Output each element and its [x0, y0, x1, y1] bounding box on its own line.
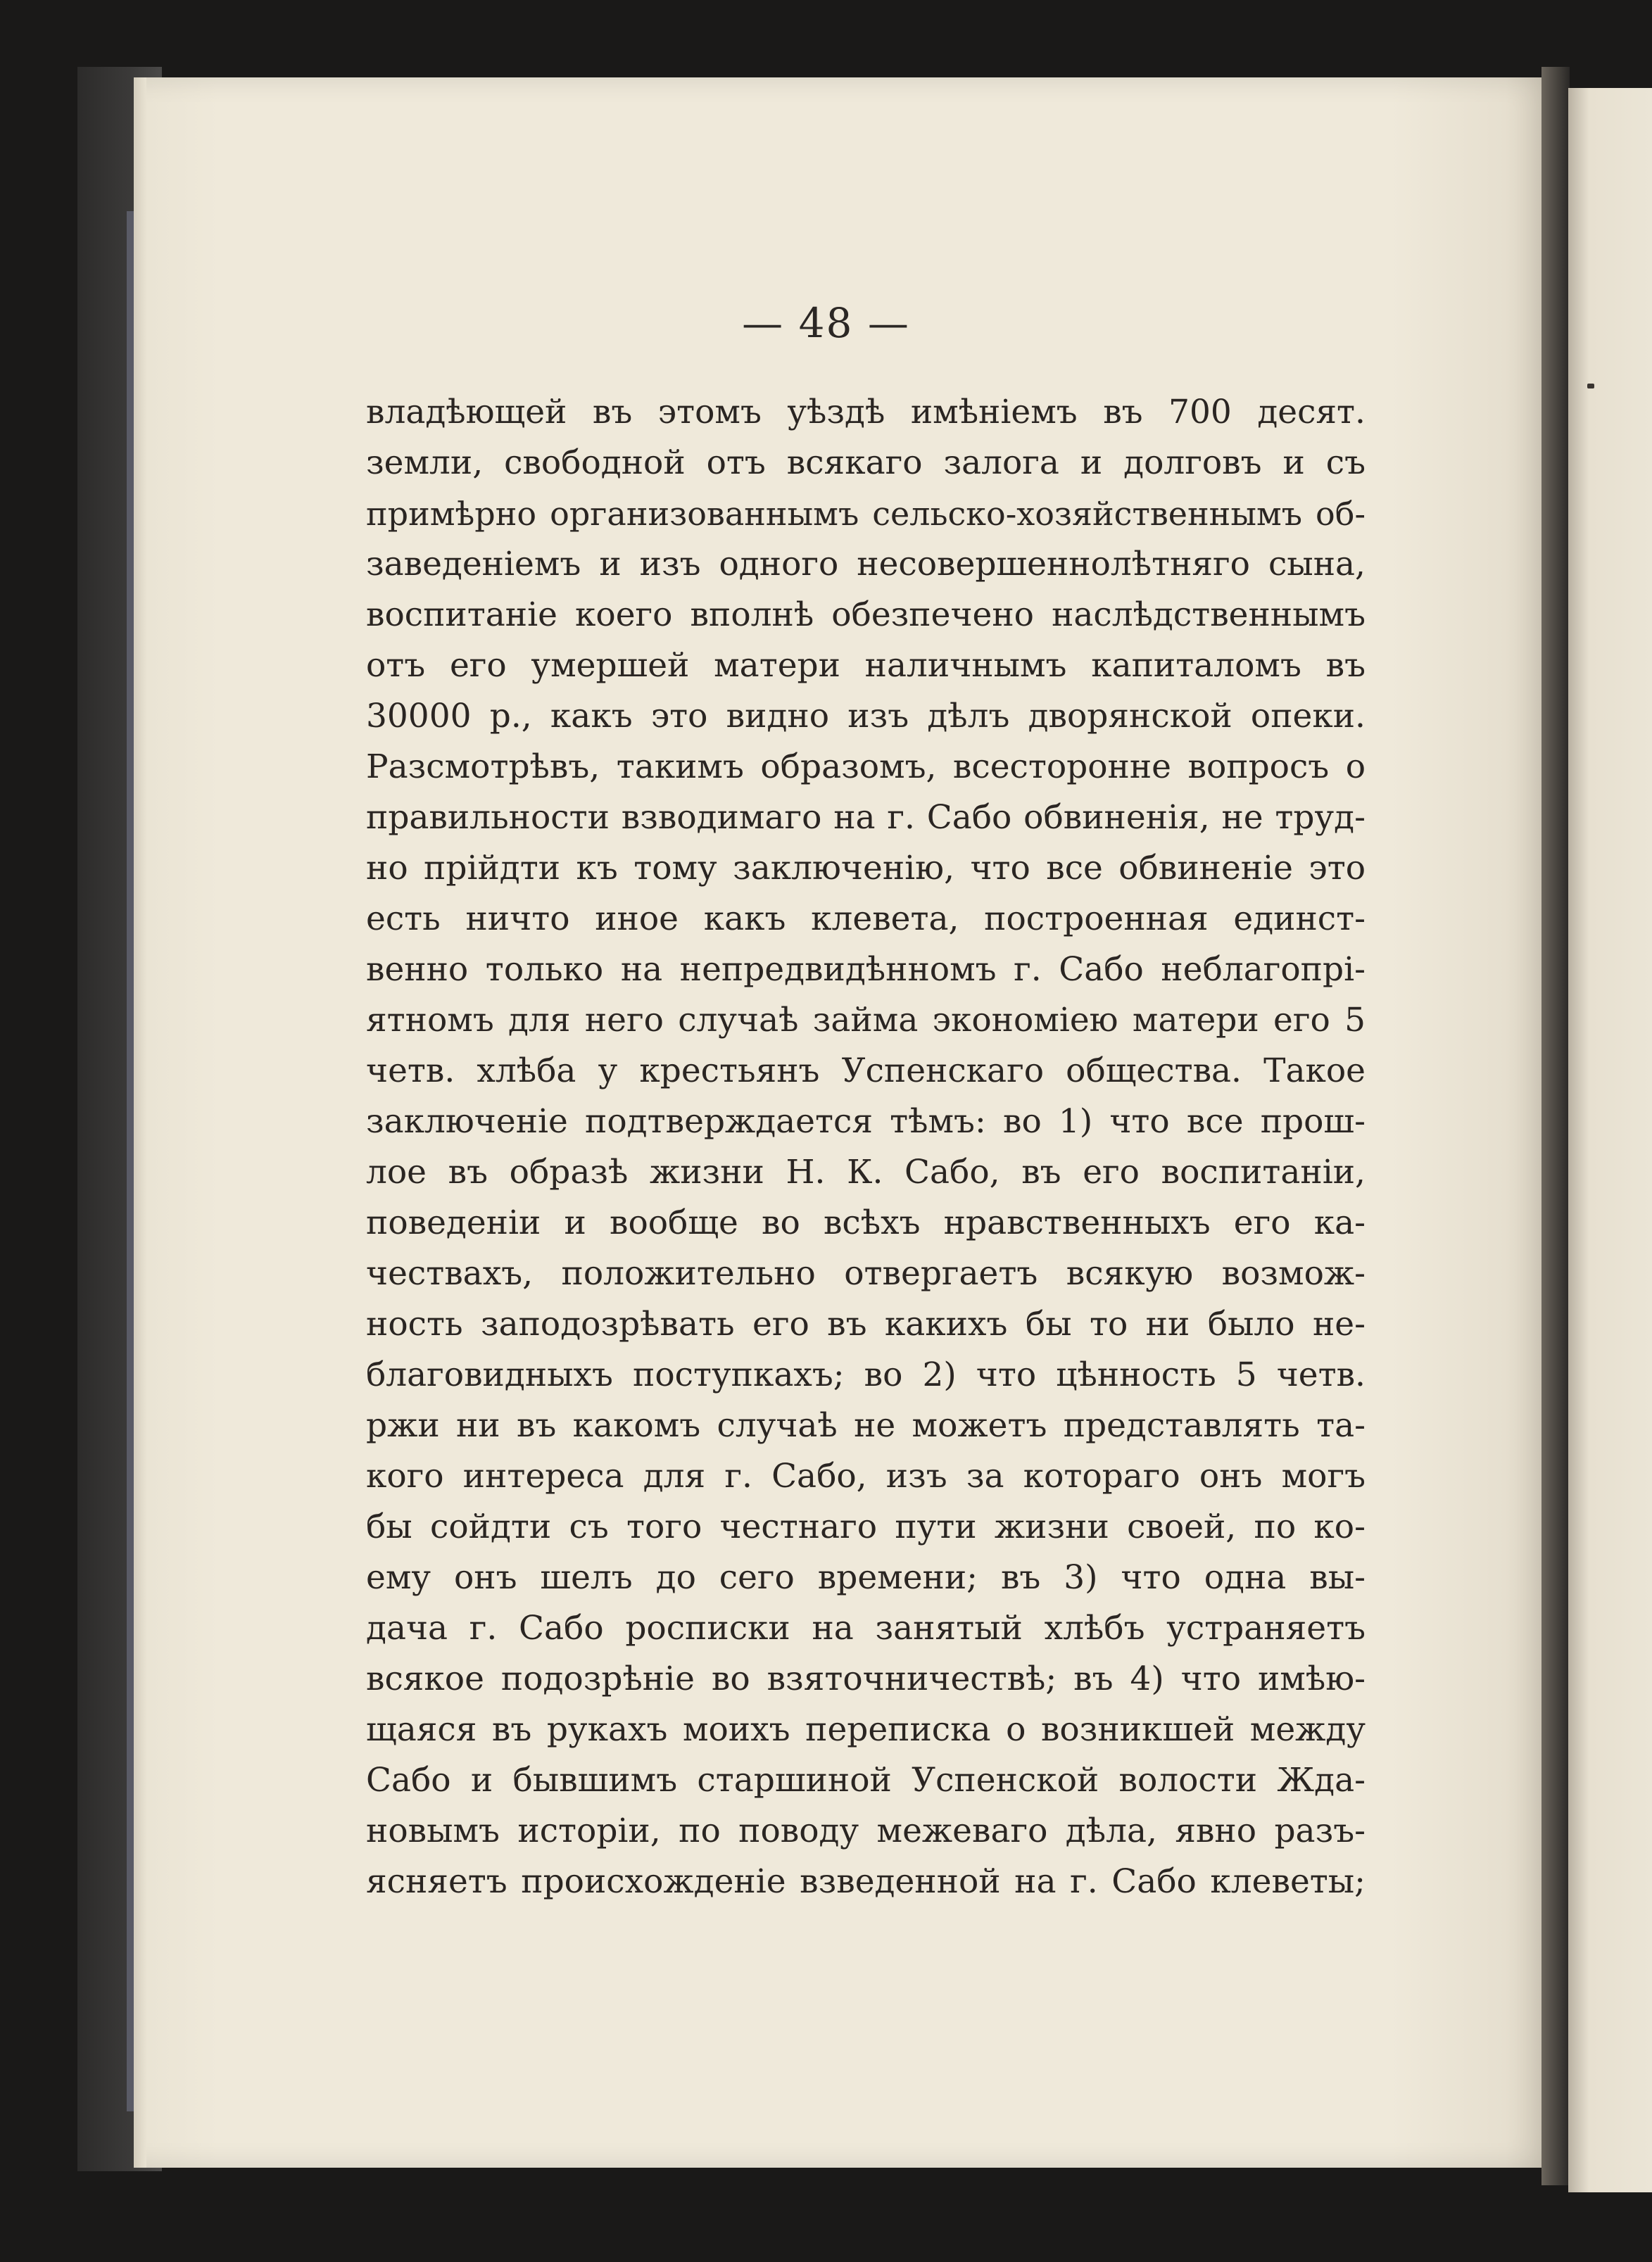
- text-line: земли, свободной отъ всякаго залога и долговъ и съ: [366, 443, 1366, 482]
- text-line: бы сойдти съ того честнаго пути жизни своей, по ко-: [366, 1508, 1366, 1546]
- text-line: Сабо и бывшимъ старшиной Успенской волости Жда-: [366, 1761, 1366, 1800]
- text-line: поведеніи и вообще во всѣхъ нравственныхъ его ка-: [366, 1203, 1366, 1242]
- text-line: правильности взводимаго на г. Сабо обвиненія, не труд-: [366, 798, 1366, 837]
- text-line: воспитаніе коего вполнѣ обезпечено наслѣдственнымъ: [366, 595, 1366, 634]
- text-line: 30000 р., какъ это видно изъ дѣлъ дворянской опеки.: [366, 697, 1366, 735]
- text-line: четв. хлѣба у крестьянъ Успенскаго общества. Такое: [366, 1051, 1366, 1090]
- page-edge: [134, 77, 146, 2168]
- text-line: ность заподозрѣвать его въ какихъ бы то ни было не-: [366, 1305, 1366, 1344]
- text-line: заведеніемъ и изъ одного несовершеннолѣтняго сына,: [366, 545, 1366, 583]
- text-line: дача г. Сабо росписки на занятый хлѣбъ устраняетъ: [366, 1609, 1366, 1648]
- text-line: благовидныхъ поступкахъ; во 2) что цѣнность 5 четв.: [366, 1356, 1366, 1394]
- text-line: есть ничто иное какъ клевета, построенная единст-: [366, 899, 1366, 938]
- text-line: кого интереса для г. Сабо, изъ за котораго онъ могъ: [366, 1457, 1366, 1496]
- text-line: отъ его умершей матери наличнымъ капиталомъ въ: [366, 646, 1366, 685]
- text-line: чествахъ, положительно отвергаетъ всякую возмож-: [366, 1254, 1366, 1293]
- text-line: лое въ образѣ жизни Н. К. Сабо, въ его воспитаніи,: [366, 1153, 1366, 1192]
- ink-mark: [1587, 384, 1594, 388]
- text-line: ржи ни въ какомъ случаѣ не можетъ представлять та-: [366, 1406, 1366, 1445]
- book-gutter: [1541, 67, 1570, 2185]
- text-line: ему онъ шелъ до сего времени; въ 3) что одна вы-: [366, 1558, 1366, 1597]
- next-page-edge: [1568, 88, 1652, 2192]
- page-number: — 48 —: [742, 299, 910, 347]
- text-line: заключеніе подтверждается тѣмъ: во 1) что все прош-: [366, 1102, 1366, 1141]
- text-line: щаяся въ рукахъ моихъ переписка о возникшей между: [366, 1710, 1366, 1749]
- text-line: ятномъ для него случаѣ займа экономіею матери его 5: [366, 1001, 1366, 1040]
- body-text: [366, 387, 1366, 1907]
- text-line: новымъ исторіи, по поводу межеваго дѣла, явно разъ-: [366, 1812, 1366, 1850]
- text-line: Разсмотрѣвъ, такимъ образомъ, всесторонне вопросъ о: [366, 747, 1366, 786]
- text-line: венно только на непредвидѣнномъ г. Сабо неблагопрі-: [366, 950, 1366, 989]
- text-line: примѣрно организованнымъ сельско-хозяйственнымъ об-: [366, 495, 1366, 533]
- text-line: ясняетъ происхожденіе взведенной на г. Сабо клеветы;: [366, 1862, 1366, 1901]
- text-line: владѣющей въ этомъ уѣздѣ имѣніемъ въ 700 десят.: [366, 393, 1366, 431]
- text-line: но прійдти къ тому заключенію, что все обвиненіе это: [366, 849, 1366, 887]
- text-line: всякое подозрѣніе во взяточничествѣ; въ 4) что имѣю-: [366, 1660, 1366, 1698]
